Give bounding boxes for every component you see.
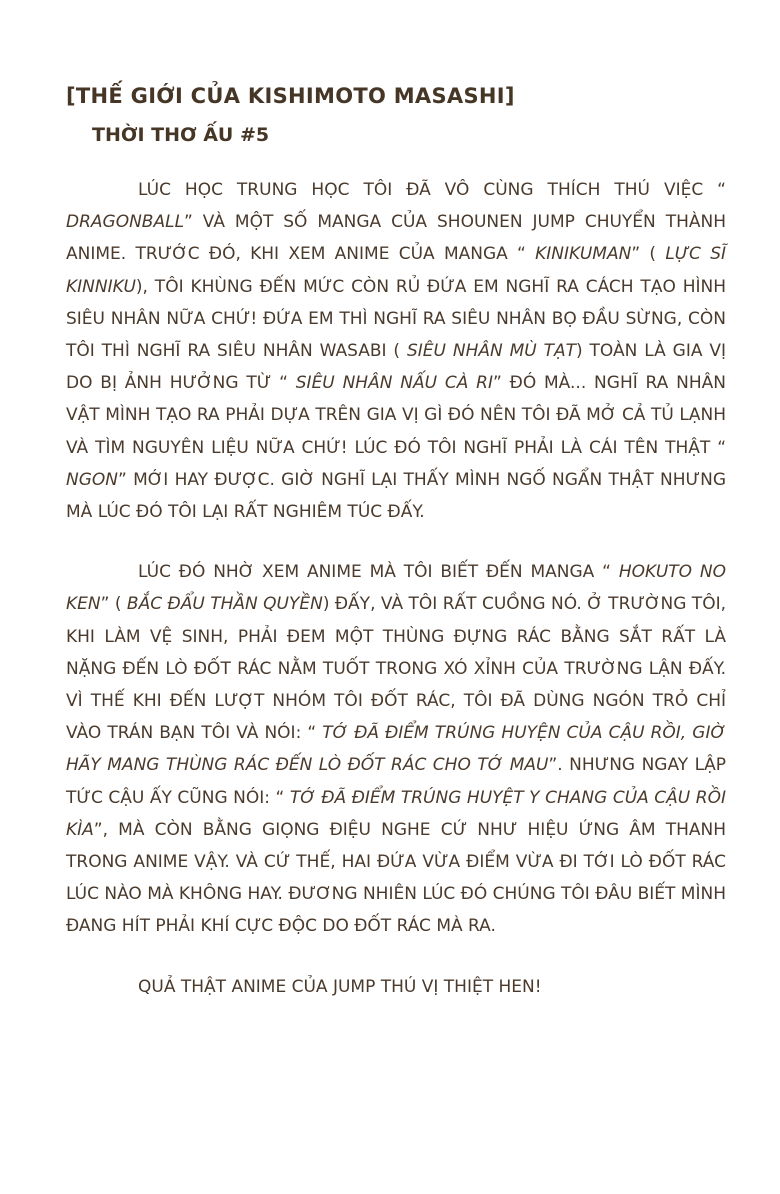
emphasized-text: TỚ ĐÃ ĐIỂM TRÚNG HUYỆN CỦA CẬU RỒI, GIỜ HÃY MANG THÙNG RÁC ĐẾN LÒ ĐỐT RÁC CHO TỚ MAU — [66, 723, 726, 776]
paragraph-text: LÚC ĐÓ NHỜ XEM ANIME MÀ TÔI BIẾT ĐẾN MANGA “ — [138, 562, 619, 583]
paragraph-text: ), TÔI KHÙNG ĐẾN MỨC CÒN RỦ ĐỨA EM NGHĨ RA CÁCH TẠO HÌNH SIÊU NHÂN NỮA CHỨ! ĐỨA EM THÌ NGHĨ RA SIÊU NHÂN BỌ ĐẦU SỪNG, CÒN TÔI THÌ NGHĨ RA SIÊU NHÂN WASABI ( — [66, 276, 726, 362]
paragraph-text: LÚC HỌC TRUNG HỌC TÔI ĐÃ VÔ CÙNG THÍCH THÚ VIỆC “ — [138, 180, 726, 200]
emphasized-text: KINIKUMAN — [535, 244, 632, 265]
paragraph-text: ” ( — [631, 244, 666, 265]
emphasized-text: SIÊU NHÂN MÙ TẠT — [406, 341, 577, 362]
paragraph-text: ” ( — [100, 594, 127, 615]
paragraph-text: ” VÀ MỘT SỐ MANGA CỦA SHOUNEN JUMP CHUYỂN THÀNH ANIME. TRƯỚC ĐÓ, KHI XEM ANIME CỦA MANGA “ — [66, 212, 726, 265]
paragraph-text: QUẢ THẬT ANIME CỦA JUMP THÚ VỊ THIỆT HEN! — [138, 976, 542, 997]
emphasized-text: LỰC SĨ KINNIKU — [66, 244, 727, 297]
section-subtitle: THỜI THƠ ẤU #5 — [92, 124, 270, 146]
paragraph-text: ) TOÀN LÀ GIA VỊ DO BỊ ẢNH HƯỞNG TỪ “ — [66, 341, 726, 394]
emphasized-text: DRAGONBALL — [66, 212, 185, 233]
page-title: [THẾ GIỚI CỦA KISHIMOTO MASASHI] — [66, 84, 515, 108]
paragraph-text: ” MỚI HAY ĐƯỢC. GIỜ NGHĨ LẠI THẤY MÌNH NGỐ NGẨN THẬT NHƯNG MÀ LÚC ĐÓ TÔI LẠI RẤT NGHIÊM TÚC ĐẤY. — [66, 469, 726, 523]
paragraph-text: ” ĐÓ MÀ... NGHĨ RA NHÂN VẬT MÌNH TẠO RA PHẢI DỰA TRÊN GIA VỊ GÌ ĐÓ NÊN TÔI ĐÃ MỞ CẢ TỦ LẠNH VÀ TÌM NGUYÊN LIỆU NỮA CHỨ! LÚC ĐÓ TÔI NGHĨ PHẢI LÀ CÁI TÊN THẬT “ — [66, 373, 726, 458]
paragraph-text: ”. NHƯNG NGAY LẬP TỨC CẬU ẤY CŨNG NÓI: “ — [66, 755, 726, 808]
paragraph-1 — [66, 174, 726, 528]
paragraph-3 — [66, 971, 726, 1003]
article-body — [66, 174, 726, 1031]
paragraph-text: ”, MÀ CÒN BẰNG GIỌNG ĐIỆU NGHE CỨ NHƯ HIỆU ỨNG ÂM THANH TRONG ANIME VẬY. VÀ CỨ THẾ, HAI ĐỨA VỪA ĐIỂM VỪA ĐI TỚI LÒ ĐỐT RÁC LÚC NÀO MÀ KHÔNG HAY. ĐƯƠNG NHIÊN LÚC ĐÓ CHÚNG TÔI ĐÂU BIẾT MÌNH ĐANG HÍT PHẢI KHÍ CỰC ĐỘC DO ĐỐT RÁC MÀ RA. — [66, 819, 726, 937]
emphasized-text: HOKUTO NO KEN — [66, 562, 726, 615]
emphasized-text: BẮC ĐẨU THẦN QUYỀN — [126, 594, 323, 615]
emphasized-text: NGON — [66, 469, 118, 490]
paragraph-text: ) ĐẤY, VÀ TÔI RẤT CUỒNG NÓ. Ở TRƯỜNG TÔI, KHI LÀM VỆ SINH, PHẢI ĐEM MỘT THÙNG ĐỰNG RÁC BẰNG SẮT RẤT LÀ NẶNG ĐẾN LÒ ĐỐT RÁC NẰM TUỐT TRONG XÓ XỈNH CỦA TRƯỜNG LẬN ĐẤY. VÌ THẾ KHI ĐẾN LƯỢT NHÓM TÔI ĐỐT RÁC, TÔI ĐÃ DÙNG NGÓN TRỎ CHỈ VÀO TRÁN BẠN TÔI VÀ NÓI: “ — [66, 594, 726, 744]
paragraph-2 — [66, 556, 726, 942]
emphasized-text: TỚ ĐÃ ĐIỂM TRÚNG HUYỆT Y CHANG CỦA CẬU RỒI KÌA — [66, 787, 726, 840]
emphasized-text: SIÊU NHÂN NẤU CÀ RI — [295, 373, 494, 394]
